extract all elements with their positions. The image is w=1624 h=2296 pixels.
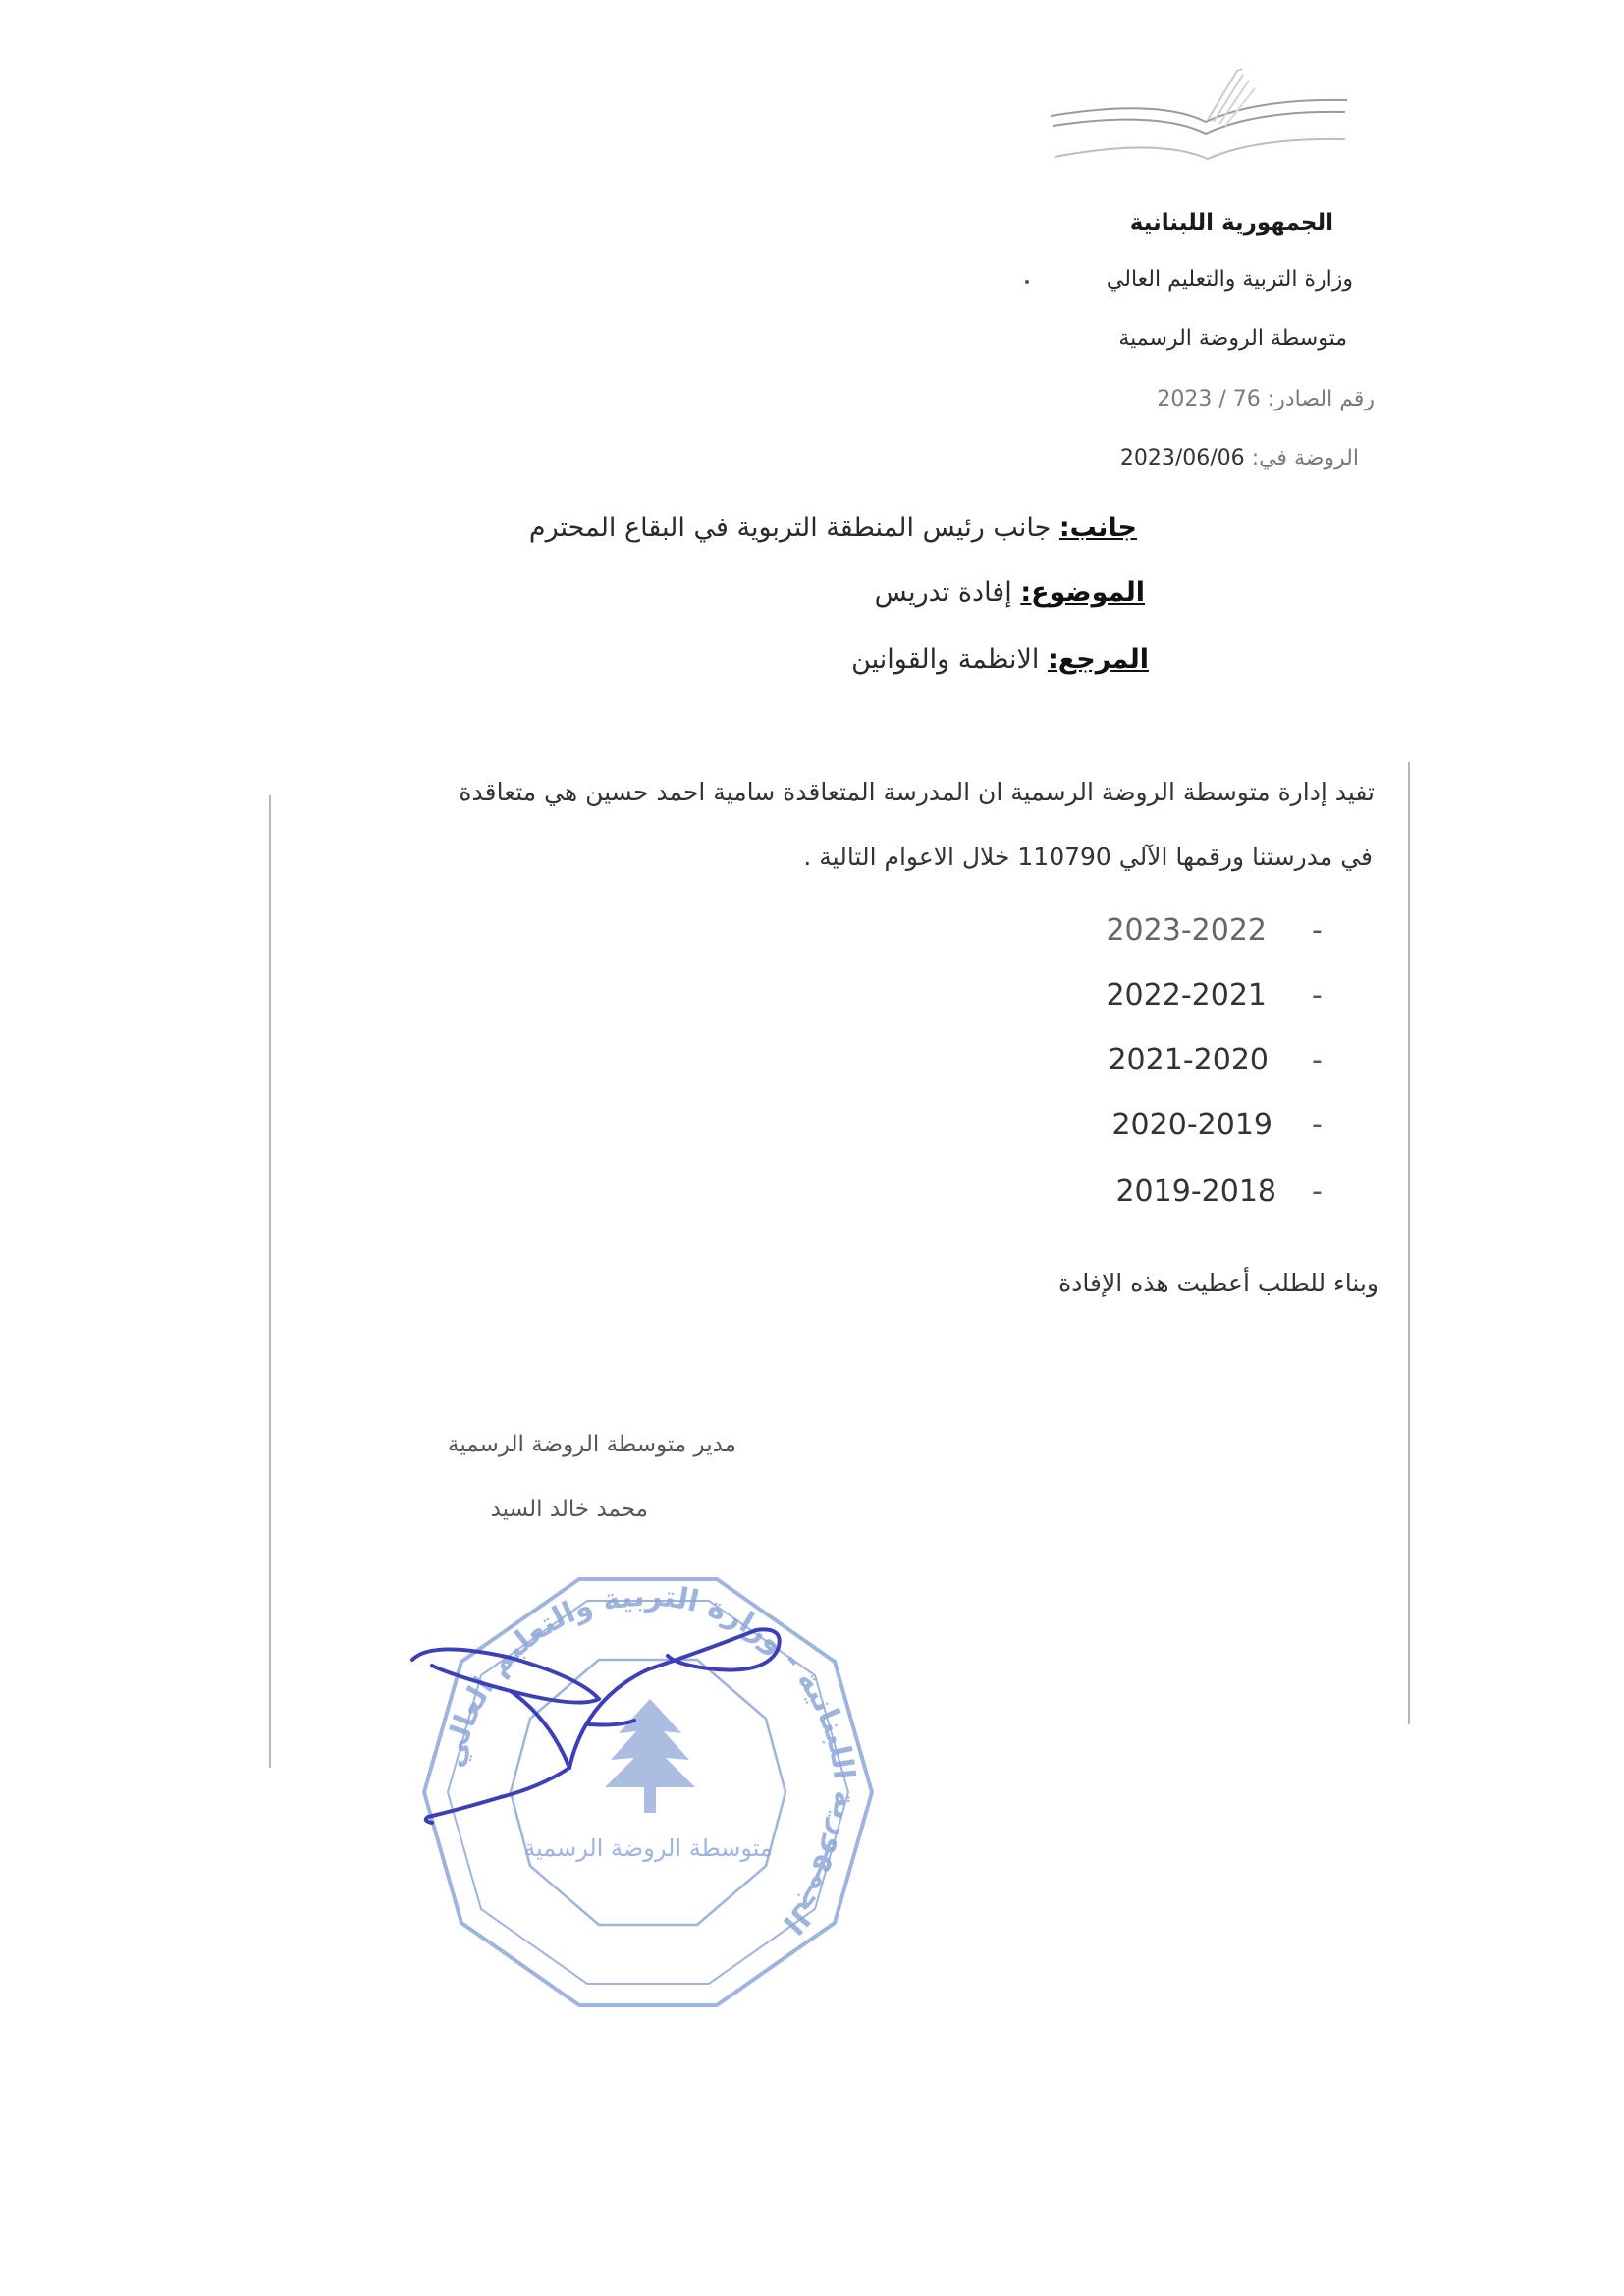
closing-line: وبناء للطلب أعطيت هذه الإفادة bbox=[1058, 1269, 1379, 1297]
director-name: محمد خالد السيد bbox=[490, 1497, 648, 1522]
subject-value: إفادة تدريس bbox=[874, 577, 1012, 608]
year-item bbox=[1080, 913, 1335, 957]
body-line-1: تفيد إدارة متوسطة الروضة الرسمية ان المدرسة المتعاقدة سامية احمد حسين هي متعاقدة bbox=[459, 778, 1375, 806]
list-dash: - bbox=[1312, 1043, 1323, 1077]
year-range: 2019-2018 bbox=[1115, 1175, 1276, 1209]
subject-label: الموضوع: bbox=[1020, 577, 1145, 608]
year-range: 2021-2020 bbox=[1108, 1043, 1269, 1077]
school-name: متوسطة الروضة الرسمية bbox=[1118, 326, 1347, 351]
outgoing-number-label: رقم الصادر: bbox=[1267, 387, 1375, 411]
addressee-value: جانب رئيس المنطقة التربوية في البقاع المحترم bbox=[528, 513, 1052, 543]
director-title: مدير متوسطة الروضة الرسمية bbox=[447, 1432, 736, 1457]
right-margin-line bbox=[1408, 762, 1410, 1724]
addressee-label: جانب: bbox=[1058, 513, 1137, 543]
outgoing-number-row bbox=[1157, 387, 1375, 411]
outgoing-number: 2023 / 76 bbox=[1157, 387, 1261, 411]
list-dash: - bbox=[1312, 978, 1323, 1012]
ministry-name: وزارة التربية والتعليم العالي bbox=[1106, 267, 1353, 292]
list-dash: - bbox=[1312, 913, 1323, 948]
list-dash: - bbox=[1312, 1108, 1323, 1142]
reference-label: المرجع: bbox=[1048, 644, 1149, 675]
left-margin-line bbox=[269, 795, 271, 1768]
year-item bbox=[1080, 1108, 1335, 1151]
reference-row bbox=[851, 644, 1149, 675]
country-name: الجمهورية اللبنانية bbox=[1129, 210, 1333, 236]
date-value: 2023/06/06 bbox=[1119, 446, 1245, 470]
list-dash: - bbox=[1312, 1175, 1323, 1209]
official-stamp bbox=[393, 1552, 903, 2033]
year-item bbox=[1080, 978, 1335, 1021]
cedar-icon bbox=[605, 1699, 695, 1813]
year-item bbox=[1080, 1175, 1335, 1218]
stamp-outer-text: الجمهورية اللبنانية - وزارة التربية والتعليم العالي bbox=[436, 1578, 862, 1941]
ministry-dot bbox=[1025, 280, 1029, 284]
date-row bbox=[1120, 446, 1359, 470]
reference-value: الانظمة والقوانين bbox=[851, 644, 1040, 675]
date-label: الروضة في: bbox=[1251, 446, 1359, 470]
year-range: 2022-2021 bbox=[1106, 978, 1267, 1012]
year-range: 2020-2019 bbox=[1111, 1108, 1272, 1142]
year-item bbox=[1080, 1043, 1335, 1086]
year-range: 2023-2022 bbox=[1106, 913, 1267, 948]
stamp-inner-text: متوسطة الروضة الرسمية bbox=[523, 1834, 773, 1862]
addressee-row bbox=[529, 513, 1137, 543]
subject-row bbox=[875, 577, 1145, 608]
years-list bbox=[1080, 913, 1335, 1237]
body-line-2: في مدرستنا ورقمها الآلي 110790 خلال الاعوام التالية . bbox=[803, 843, 1373, 871]
book-logo bbox=[1041, 59, 1355, 167]
